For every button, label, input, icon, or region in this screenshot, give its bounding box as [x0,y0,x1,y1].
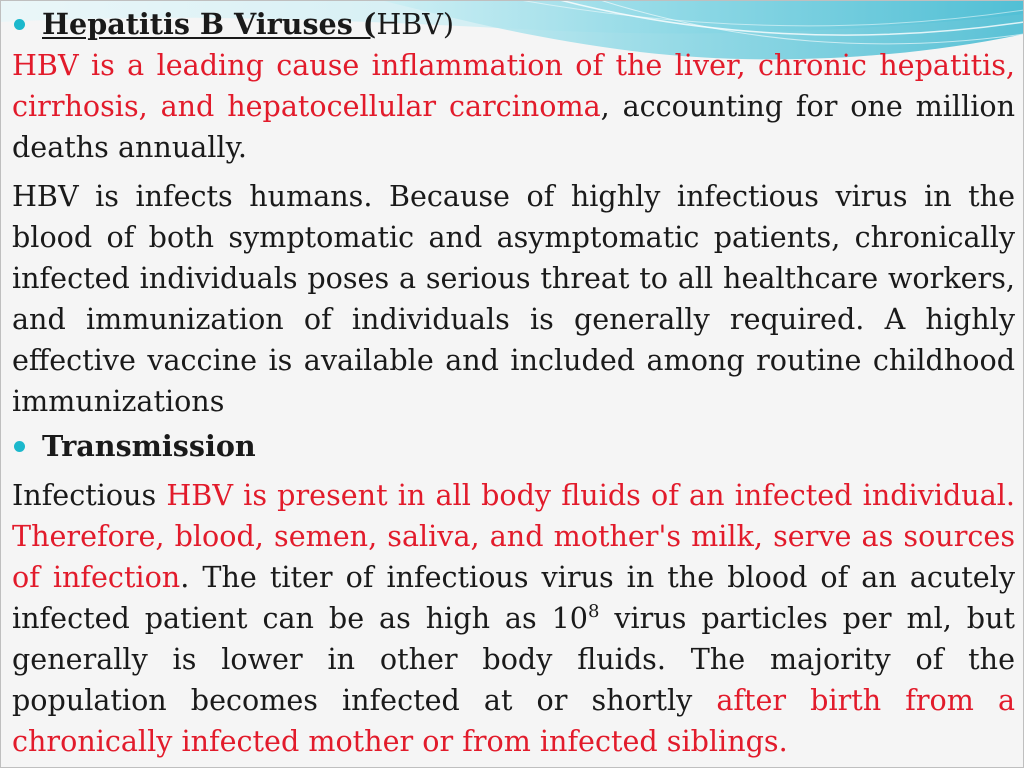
heading-title: Hepatitis B Viruses ( [42,7,377,41]
body-text: , accounting for one million deaths annually. [12,89,1015,164]
body-text: Infectious [12,478,167,512]
body-text: virus particles per ml, but generally is lower in other body fluids. The majority of the population becomes infected at or shortly [12,601,1015,717]
heading-title: Transmission [42,429,256,463]
paragraph-hbv-infection: HBV is infects humans. Because of highly infectious virus in the blood of both symptomatic and asymptomatic patients, chronically infected individuals poses a serious threat to all healthcare workers, and immunization of individuals is generally required. A highly effective vaccine is available and included among routine childhood immunizations [12,179,1015,418]
bullet-dot-icon [14,19,25,30]
superscript-exponent: 8 [587,601,600,622]
heading-abbrev: HBV) [376,7,455,41]
section-heading-transmission [12,426,1015,467]
paragraph-transmission [12,475,1015,762]
bullet-dot-icon [14,441,25,452]
body-text: . The titer of infectious virus in the blood of an acutely infected patient can be as high as 10 [12,560,1016,635]
paragraph-hbv-disease [12,45,1015,168]
slide-content [12,4,1015,762]
highlight-text: HBV is a leading cause inflammation of the liver, chronic hepatitis, cirrhosis, and hepatocellular carcinoma [12,48,1015,123]
highlight-text: after birth from a chronically infected mother or from infected siblings. [12,683,1015,758]
highlight-text: HBV is present in all body fluids of an infected individual. Therefore, blood, semen, saliva, and mother's milk, serve as sources of infection [12,478,1015,594]
section-heading-hbv [12,4,1015,45]
